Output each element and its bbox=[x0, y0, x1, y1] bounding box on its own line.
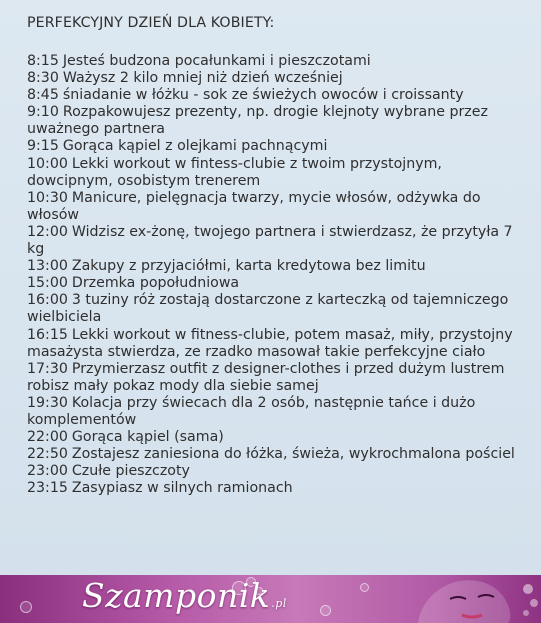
list-item bbox=[27, 463, 527, 480]
list-item bbox=[27, 258, 527, 275]
bubble-decoration bbox=[360, 583, 369, 592]
entry-text: Zakupy z przyjaciółmi, karta kredytowa bez limitu bbox=[71, 258, 426, 275]
entry-text: Manicure, pielęgnacja twarzy, mycie włosów, odżywka do włosów bbox=[27, 189, 481, 223]
list-item bbox=[27, 361, 527, 395]
entry-time: 16:00 bbox=[27, 292, 68, 309]
entry-text: Czułe pieszczoty bbox=[71, 463, 190, 480]
bubble-decoration bbox=[320, 605, 331, 616]
entry-time: 9:15 bbox=[27, 138, 59, 155]
list-item bbox=[27, 429, 527, 446]
brand-logo bbox=[82, 576, 287, 615]
list-item bbox=[27, 446, 527, 463]
list-item bbox=[27, 156, 527, 190]
entry-text: Kolacja przy świecach dla 2 osób, następnie tańce i dużo komplementów bbox=[27, 394, 476, 428]
entry-text: Jesteś budzona pocałunkami i pieszczotami bbox=[62, 53, 371, 69]
brand-banner bbox=[0, 575, 541, 623]
entry-text: Ważysz 2 kilo mniej niż dzień wcześniej bbox=[62, 70, 343, 87]
list-item bbox=[27, 395, 527, 429]
entry-text: Lekki workout w fitness-clubie, potem masaż, miły, przystojny masażysta stwierdza, ze rzadko masował takie perfekcyjne ciało bbox=[27, 326, 513, 360]
entry-time: 23:00 bbox=[27, 463, 68, 480]
brand-tld: .pl bbox=[271, 597, 287, 610]
entry-text: Gorąca kąpiel z olejkami pachnącymi bbox=[62, 138, 328, 155]
entry-time: 16:15 bbox=[27, 326, 68, 343]
entry-time: 8:45 bbox=[27, 87, 59, 104]
bubble-decoration bbox=[20, 601, 32, 613]
list-item bbox=[27, 292, 527, 326]
entry-time: 9:10 bbox=[27, 104, 59, 121]
entry-text: Drzemka popołudniowa bbox=[71, 275, 240, 292]
entry-text: Widzisz ex-żonę, twojego partnera i stwierdzasz, że przytyła 7 kg bbox=[27, 223, 513, 258]
list-item bbox=[27, 275, 527, 292]
entry-time: 13:00 bbox=[27, 258, 68, 275]
entry-text: Gorąca kąpiel (sama) bbox=[71, 429, 224, 446]
schedule-list bbox=[27, 53, 527, 497]
entry-time: 12:00 bbox=[27, 223, 68, 240]
entry-time: 15:00 bbox=[27, 275, 68, 292]
entry-time: 10:30 bbox=[27, 189, 68, 206]
brand-name: Szamponik bbox=[82, 576, 271, 615]
list-item bbox=[27, 87, 527, 104]
list-item bbox=[27, 480, 527, 497]
list-item bbox=[27, 138, 527, 155]
entry-text: Rozpakowujesz prezenty, np. drogie klejnoty wybrane przez uważnego partnera bbox=[27, 104, 488, 138]
entry-time: 8:15 bbox=[27, 53, 59, 69]
entry-text: śniadanie w łóżku - sok ze świeżych owoców i croissanty bbox=[62, 87, 464, 104]
list-item bbox=[27, 104, 527, 138]
list-item bbox=[27, 327, 527, 361]
entry-text: 3 tuziny róż zostają dostarczone z karteczką od tajemniczego wielbiciela bbox=[27, 292, 509, 326]
entry-time: 10:00 bbox=[27, 155, 68, 172]
entry-text: Przymierzasz outfit z designer-clothes i przed dużym lustrem robisz mały pokaz mody dla siebie samej bbox=[27, 360, 505, 394]
entry-time: 19:30 bbox=[27, 394, 68, 411]
page-title: PERFEKCYJNY DZIEŃ DLA KOBIETY: bbox=[27, 15, 275, 31]
entry-time: 17:30 bbox=[27, 360, 68, 377]
list-item bbox=[27, 53, 527, 70]
entry-text: Lekki workout w fintess-clubie z twoim przystojnym, dowcipnym, osobistym trenerem bbox=[27, 155, 442, 189]
entry-text: Zostajesz zaniesiona do łóżka, świeża, wykrochmalona pościel bbox=[71, 446, 515, 463]
list-item bbox=[27, 70, 527, 87]
entry-time: 22:00 bbox=[27, 429, 68, 446]
entry-text: Zasypiasz w silnych ramionach bbox=[71, 480, 293, 497]
woman-face-icon bbox=[398, 575, 541, 623]
entry-time: 22:50 bbox=[27, 446, 68, 463]
entry-time: 23:15 bbox=[27, 480, 68, 497]
list-item bbox=[27, 224, 527, 258]
entry-time: 8:30 bbox=[27, 70, 59, 87]
list-item bbox=[27, 190, 527, 224]
